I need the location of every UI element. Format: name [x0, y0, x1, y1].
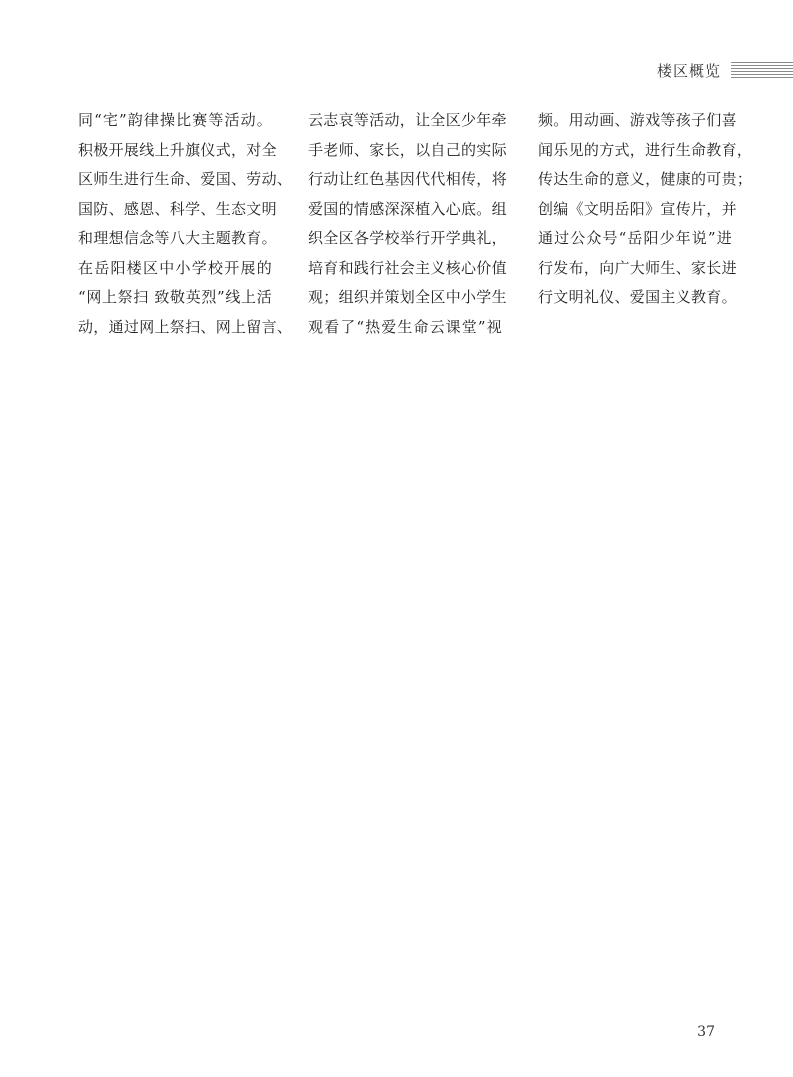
text-column-2: [308, 106, 507, 342]
page-number: 37: [697, 1024, 715, 1040]
text-line: 通过公众号“岳阳少年说”进: [538, 229, 732, 247]
text-line: 织全区各学校举行开学典礼，: [308, 229, 507, 247]
text-line: 国防、感恩、科学、生态文明: [78, 199, 277, 218]
text-line: 手老师、家长，以自己的实际: [308, 140, 507, 159]
text-line: 创编《文明岳阳》宣传片，并: [538, 199, 737, 218]
text-line: 区师生进行生命、爱国、劳动、: [78, 170, 293, 188]
text-column-3: [538, 106, 753, 342]
text-line: 云志哀等活动，让全区少年牵: [308, 111, 507, 129]
text-line: 行文明礼仪、爱国主义教育。: [538, 288, 737, 306]
text-line: 行动让红色基因代代相传，将: [308, 170, 507, 188]
text-line: 观；组织并策划全区中小学生: [308, 288, 507, 306]
text-line: 积极开展线上升旗仪式，对全: [78, 140, 277, 159]
text-line: 传达生命的意义，健康的可贵；: [538, 170, 753, 188]
text-line: 行发布，向广大师生、家长进: [538, 258, 737, 277]
text-line: 在岳阳楼区中小学校开展的: [78, 258, 272, 277]
header-title: 楼区概览: [656, 61, 721, 80]
running-header: [657, 56, 793, 84]
text-line: 同“宅”韵律操比赛等活动。: [78, 111, 272, 129]
text-line: 动，通过网上祭扫、网上留言、: [78, 317, 293, 336]
header-decorative-lines: [731, 62, 793, 78]
text-column-1: [78, 106, 293, 342]
text-line: 观看了“热爱生命云课堂”视: [308, 317, 502, 336]
text-line: 闻乐见的方式，进行生命教育，: [538, 140, 753, 159]
text-line: 和理想信念等八大主题教育。: [78, 229, 277, 247]
text-line: “网上祭扫 致敬英烈”线上活: [78, 288, 272, 306]
text-line: 培育和践行社会主义核心价值: [308, 258, 507, 277]
body-text: [78, 106, 753, 342]
text-line: 爱国的情感深深植入心底。组: [308, 199, 507, 218]
text-line: 频。用动画、游戏等孩子们喜: [538, 111, 737, 129]
